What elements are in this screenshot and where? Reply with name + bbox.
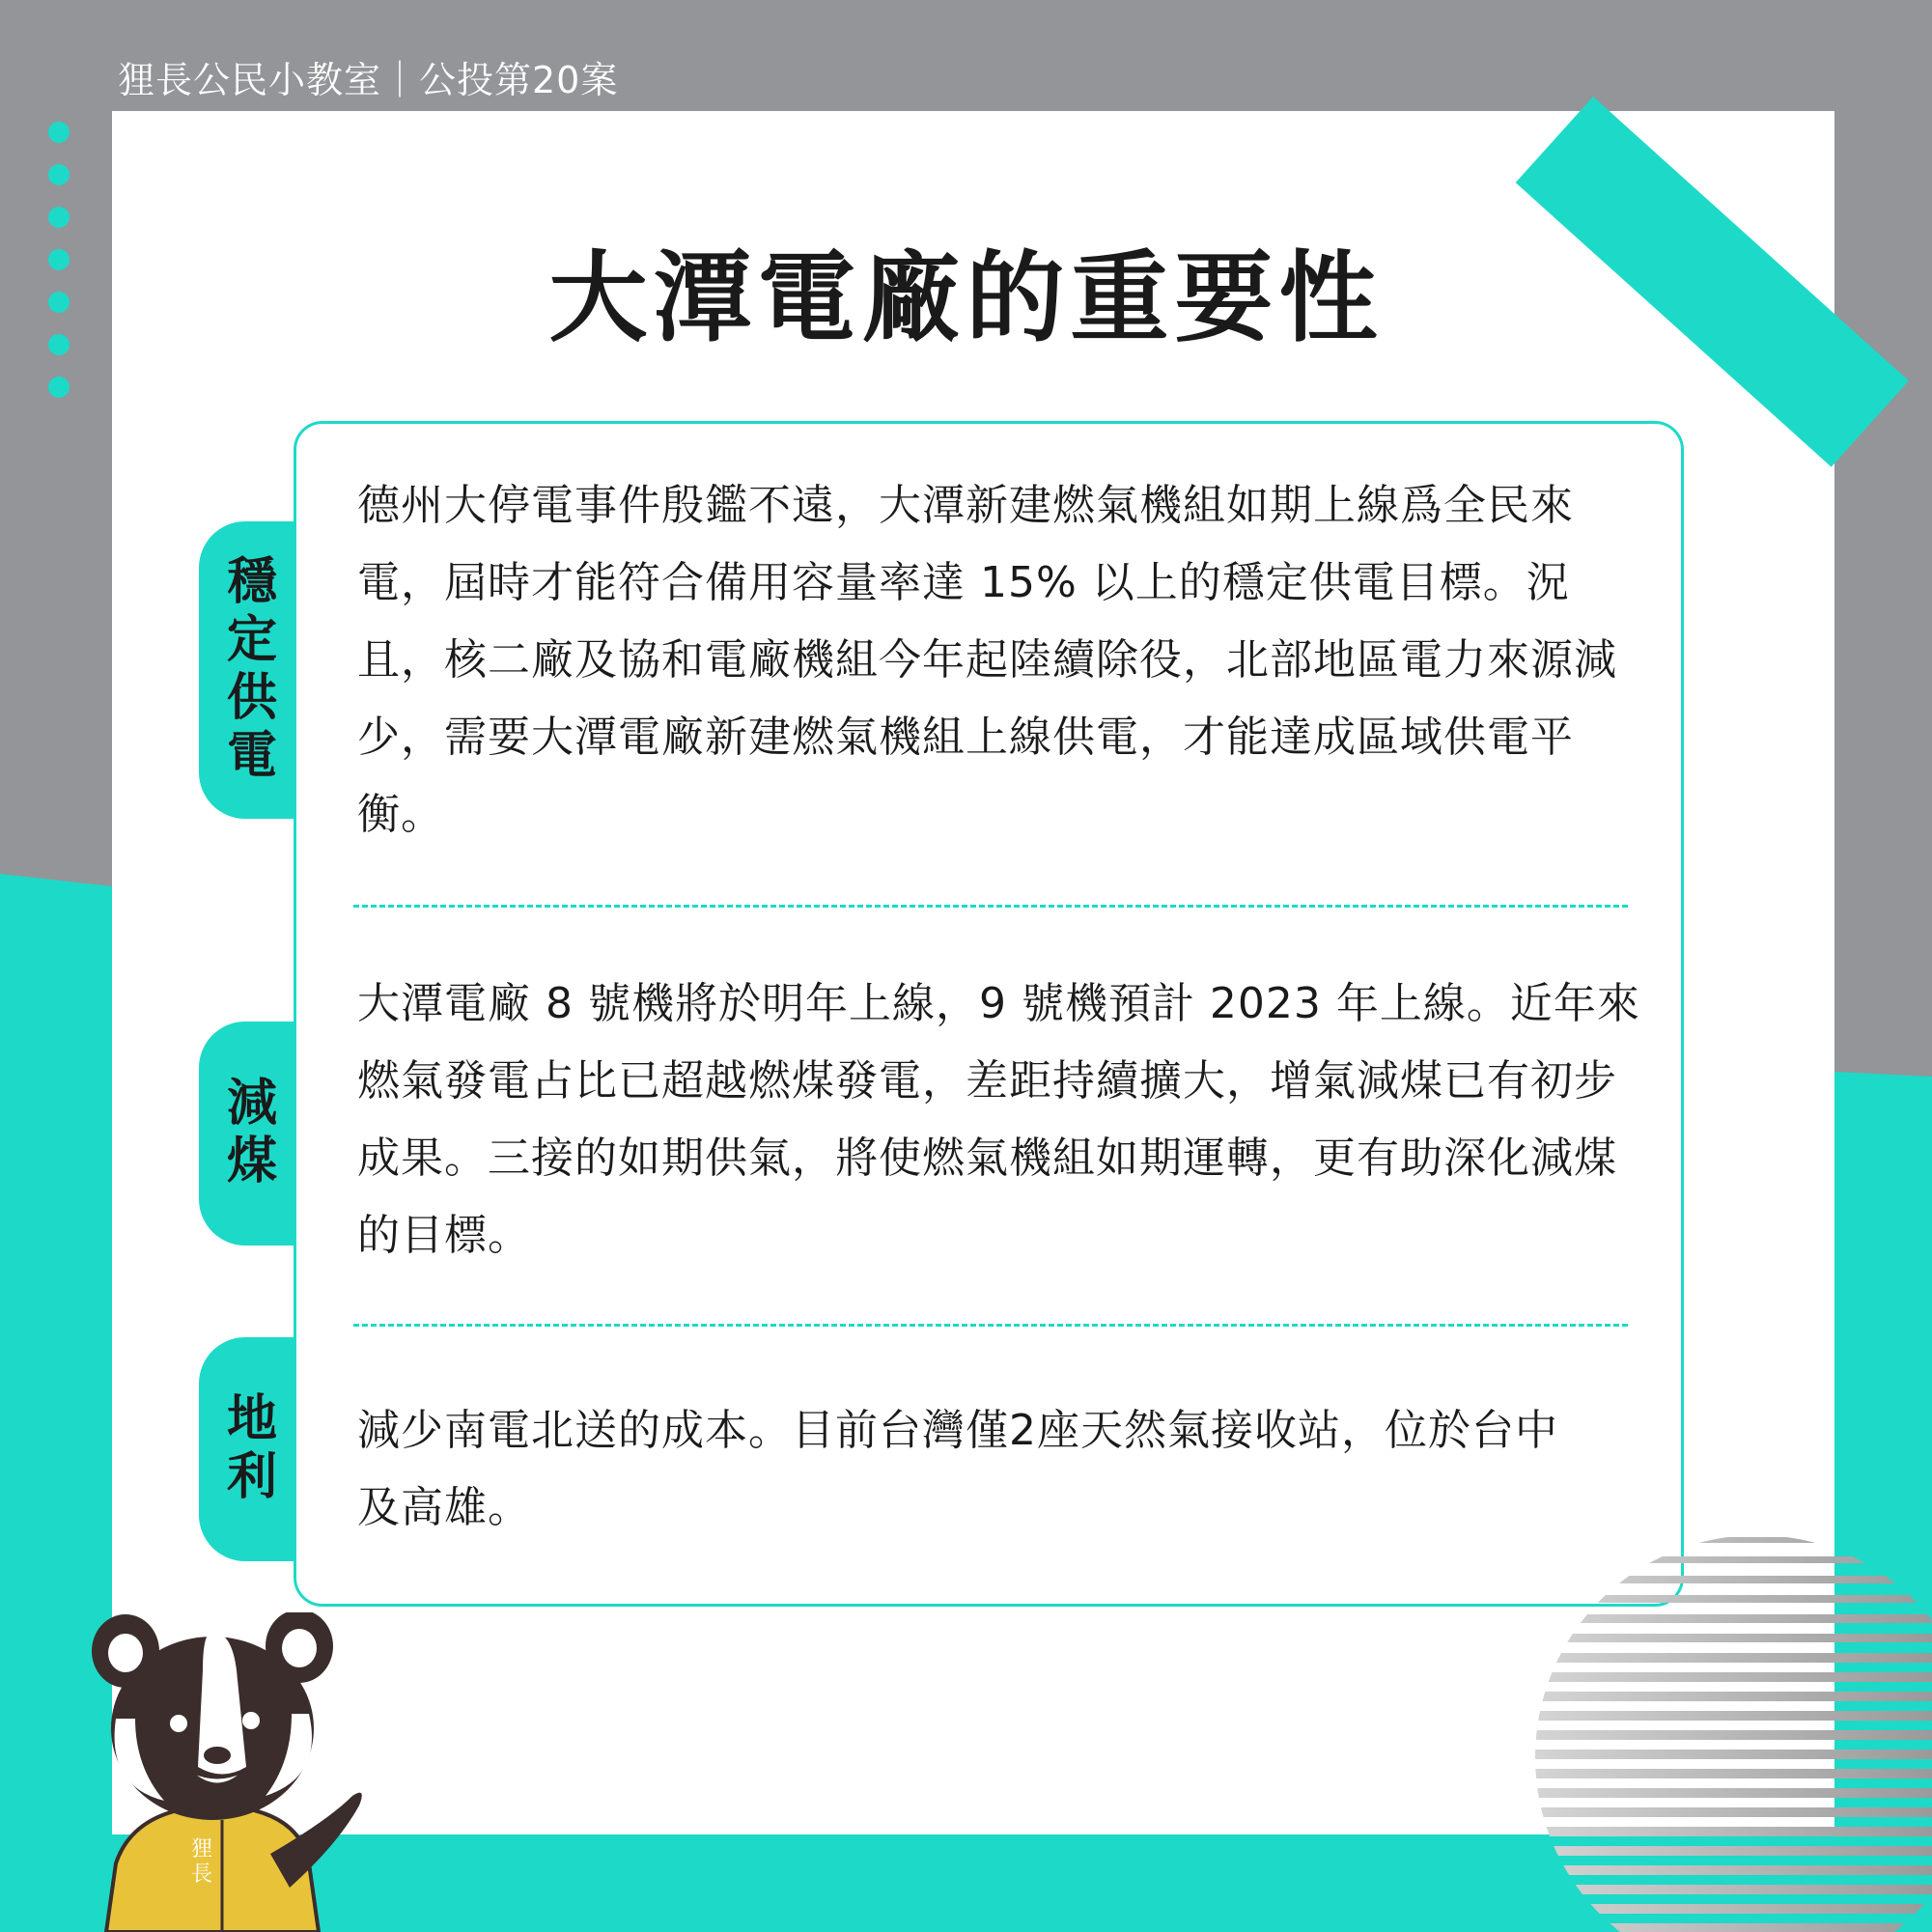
- section-divider: [353, 905, 1628, 908]
- tag-label: 減煤: [217, 1076, 276, 1191]
- mascot-shirt-text-2: 長: [191, 1862, 213, 1887]
- badger-mascot-illustration: [77, 1612, 367, 1932]
- section-text-reduce-coal: 大潭電廠 8 號機將於明年上線，9 號機預計 2023 年上線。近年來燃氣發電占比已超越燃煤發電，差距持續擴大，增氣減煤已有初步成果。三接的如期供氣，將使燃氣機組如期運轉，更有助深化減煤的目標。: [357, 979, 1640, 1260]
- section-text-stable-supply: 德州大停電事件殷鑑不遠，大潭新建燃氣機組如期上線爲全民來電，屆時才能符合備用容量率達 15% 以上的穩定供電目標。況且，核二廠及協和電廠機組今年起陸續除役，北部地區電力來源減少，需要大潭電廠新建燃氣機組上線供電，才能達成區域供電平衡。: [357, 481, 1617, 839]
- striped-circle-decoration: [1506, 1535, 1932, 1932]
- header-text: 狸長公民小教室｜公投第20案: [118, 59, 619, 101]
- section-text-location: 減少南電北送的成本。目前台灣僅2座天然氣接收站，位於台中及高雄。: [357, 1406, 1558, 1532]
- tag-reduce-coal: [199, 1022, 295, 1246]
- section-divider: [353, 1324, 1628, 1327]
- tag-stable-supply: [199, 521, 295, 819]
- tag-label: 穩定供電: [217, 554, 276, 786]
- tag-label: 地利: [217, 1391, 276, 1507]
- tag-location: [199, 1337, 295, 1561]
- mascot-shirt-text-1: 狸: [191, 1837, 213, 1862]
- page-title: 大潭電廠的重要性: [548, 241, 1384, 356]
